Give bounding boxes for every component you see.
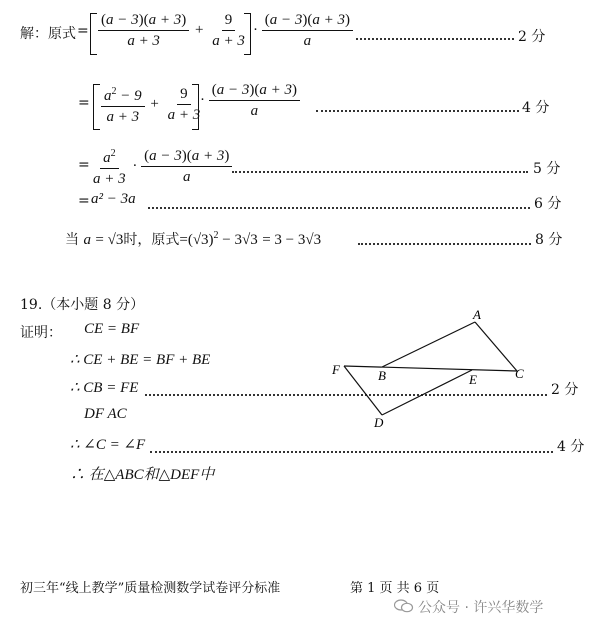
- proof-step-6: ∴ 在△ABC和△DEF中: [70, 467, 215, 483]
- proof-label: 证明：: [20, 325, 62, 341]
- right-bracket: [192, 84, 199, 130]
- proof-step-1: CE = BF: [84, 321, 140, 337]
- equals-sign: =: [77, 23, 89, 39]
- watermark-text: 公众号 · 许兴华数学: [418, 600, 544, 616]
- equals-sign: =: [78, 95, 90, 111]
- proof-step-2: ∴ CE + BE = BF + BE: [70, 352, 211, 368]
- score-line1: 2 分: [518, 29, 546, 45]
- side-de: [382, 370, 472, 415]
- fraction-3: $\frac{a^2 - 9}{a + 3}$ + $\frac{9}{a + 3}$: [101, 82, 203, 127]
- right-bracket: [244, 13, 251, 55]
- dot-leader: [356, 38, 514, 40]
- dot-leader: [232, 171, 528, 173]
- side-ba: [382, 322, 475, 367]
- fraction-4: · $\frac{(a - 3)(a + 3)}{a}$: [200, 80, 300, 121]
- label-d: D: [374, 415, 384, 430]
- score-step-3: 2 分: [551, 382, 579, 398]
- fraction-2: · $\frac{(a - 3)(a + 3)}{a}$: [253, 10, 353, 51]
- score-line4: 6 分: [534, 196, 562, 212]
- solution-label: 解：原式: [20, 26, 76, 42]
- score-line3: 5 分: [533, 161, 561, 177]
- score-step-5: 4 分: [557, 439, 585, 455]
- dot-leader: [316, 110, 519, 112]
- label-f: F: [332, 362, 340, 377]
- footer-title: 初三年“线上教学”质量检测数学试卷评分标准: [20, 581, 281, 596]
- problem-title: 19.（本小题 8 分）: [20, 297, 145, 313]
- substitution-line: 当 a = √3时，原式$=(√3)^2 - 3√3 = 3 - 3√3$: [65, 230, 322, 248]
- score-line2: 4 分: [522, 100, 550, 116]
- proof-step-4: DF AC: [84, 406, 127, 422]
- side-fd: [344, 366, 382, 415]
- wechat-icon: [394, 598, 414, 612]
- fraction-1: $\frac{(a - 3)(a + 3)}{a + 3}$ + $\frac{9}{a + 3}$: [98, 10, 248, 51]
- result-expression: a² − 3a: [91, 191, 136, 207]
- footer-page: 第 1 页 共 6 页: [350, 581, 440, 596]
- triangle-figure: [330, 305, 530, 430]
- left-bracket: [93, 84, 100, 130]
- label-a: A: [473, 307, 481, 322]
- equals-sign: =: [78, 157, 90, 173]
- label-c: C: [515, 366, 524, 381]
- label-e: E: [469, 372, 477, 387]
- proof-step-3: ∴ CB = FE: [70, 380, 139, 396]
- dot-leader: [150, 451, 553, 453]
- equals-sign: =: [78, 193, 90, 209]
- left-bracket: [90, 13, 97, 55]
- fraction-5: $\frac{a^2}{a + 3}$ · $\frac{(a - 3)(a + 3)}{a}$: [90, 144, 232, 189]
- label-b: B: [378, 368, 386, 383]
- dot-leader: [148, 207, 530, 209]
- dot-leader: [358, 243, 531, 245]
- proof-step-5: ∴ ∠C = ∠F: [70, 437, 146, 453]
- line-fc: [344, 366, 517, 371]
- score-line5: 8 分: [535, 232, 563, 248]
- side-ac: [475, 322, 517, 371]
